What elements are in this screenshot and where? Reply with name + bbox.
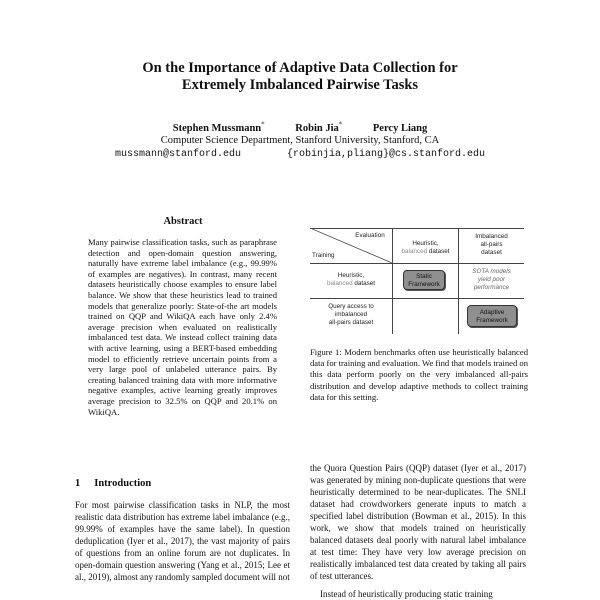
author-2: Robin Jia* [295, 120, 343, 134]
section-number: 1 [75, 478, 81, 489]
row-heuristic-header: Heuristic, balanced dataset [327, 272, 375, 287]
section-title: Introduction [94, 478, 152, 489]
figure-1-table [310, 228, 524, 334]
paper-title [0, 60, 600, 94]
author-1: Stephen Mussmann* [172, 120, 265, 134]
intro-right-column [310, 462, 526, 600]
section-heading-introduction [75, 478, 151, 489]
affiliation: Computer Science Department, Stanford University, Stanford, CA [160, 135, 440, 146]
col-heuristic-header: Heuristic, balanced dataset [401, 240, 450, 255]
abstract-text: Many pairwise classification tasks, such as paraphrase detection and open-domain question answering, naturally have extreme label imbalance (e.g., 99.99% of examples are negatives). In contrast, many recent datasets heuristically choose examples to ensure label balance. We show that these heuristics lead to trained models that generalize poorly: State-of-the art models trained on QQP and WikiQA each have only 2.4% average precision when evaluated on realistically imbalanced test data. We instead collect training data with active learning, using a BERT-based embedding model to efficiently retrieve uncertain points from a very large pool of unlabeled utterance pairs. By creating balanced training data with more informative negative examples, active learning greatly improves average precision to 32.5% on QQP and 20.1% on WikiQA. [88, 237, 277, 417]
email-1: mussmann@stanford.edu [114, 149, 241, 160]
table-row-rule [310, 298, 524, 299]
author-3: Percy Liang [372, 122, 428, 134]
intro-left-text: For most pairwise classification tasks in NLP, the most realistic data distribution has extreme label imbalance (e.g., 99.99% of examples have the same label). In question deduplication (Iyer et al., 2017), the vast majority of pairs of questions from an online forum are not duplicates. In open-domain question answering (Yang et al., 2015; Lee et al., 2019), almost any randomly sampled document will not [75, 500, 290, 582]
col-imbalanced-header: Imbalanced all-pairs dataset [475, 233, 508, 256]
static-framework-box: Static Framework [403, 270, 445, 290]
header-training: Training [312, 252, 335, 259]
author-emails [0, 149, 600, 160]
abstract-heading: Abstract [163, 216, 203, 227]
author-list [0, 120, 600, 134]
adaptive-framework-box: Adaptive Framework [467, 305, 517, 327]
header-evaluation: Evaluation [355, 232, 385, 239]
title-line-1: On the Importance of Adaptive Data Collection for [142, 60, 458, 76]
email-2: {robinjia,pliang}@cs.stanford.edu [287, 149, 486, 160]
figure-1-caption: Figure 1: Modern benchmarks often use heuristically balanced data for training and evaluation. We find that models trained on this data perform poorly on the very imbalanced all-pairs distribution and develop adaptive methods to collect training data for this setting. [310, 347, 528, 402]
intro-right-paragraph-2: Instead of heuristically producing static training [320, 589, 493, 599]
title-line-2: Extremely Imbalanced Pairwise Tasks [181, 77, 419, 93]
row-query-access-header: Query access to imbalanced all-pairs dataset [328, 303, 374, 326]
intro-right-paragraph-1: the Quora Question Pairs (QQP) dataset (Iyer et al., 2017) was generated by mining non-duplicate questions that were heuristically determined to be near-duplicates. The SNLI dataset had crowdworkers generate inputs to match a specified label distribution (Bowman et al., 2015). In this work, we show that models trained on heuristically balanced datasets deal poorly with natural label imbalance at test time: They have very low average precision on realistically imbalanced test data created by taking all pairs of test utterances. [310, 463, 526, 581]
sota-note: SOTA models yield poor performance [472, 268, 511, 291]
